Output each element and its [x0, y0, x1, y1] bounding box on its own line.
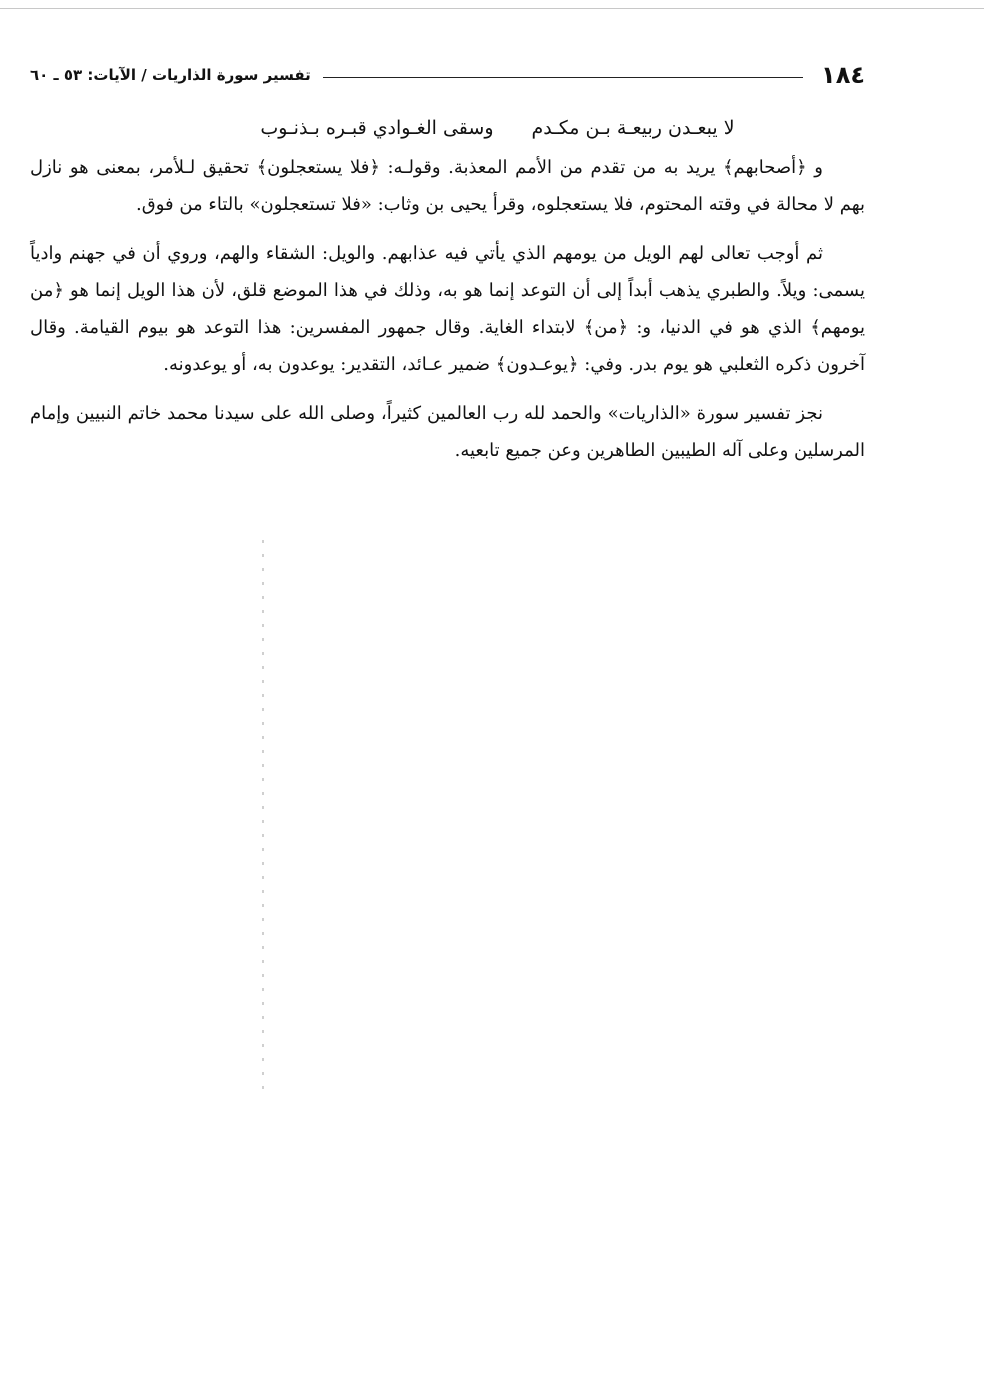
scan-artifact — [262, 540, 264, 1100]
scan-edge-line — [0, 8, 984, 9]
page-number: ١٨٤ — [821, 61, 865, 89]
document-page — [30, 55, 865, 469]
verse-hemistich-right: لا يبعـدن ربيعـة بـن مكـدم — [531, 117, 735, 139]
paragraph-3: نجز تفسير سورة «الذاريات» والحمد لله رب العالمين كثيراً، وصلى الله على سيدنا محمد خاتم النبيين وإمام المرسلين وعلى آله الطيبين الطاهرين وعن جميع تابعيه. — [30, 403, 865, 461]
paragraph-2: ثم أوجب تعالى لهم الويل من يومهم الذي يأتي فيه عذابهم. والويل: الشقاء والهم، وروي أن في جهنم وادياً يسمى: ويلاً. والطبري يذهب أبداً إلى أن التوعد إنما هو به، وذلك في هذا الموضع قلق، لأن هذا الويل إنما هو ﴿من يومهم﴾ الذي هو في الدنيا، و: ﴿من﴾ لابتداء الغاية. وقال جمهور المفسرين: هذا التوعد هو بيوم القيامة. وقال آخرون ذكره الثعلبي هو يوم بدر. وفي: ﴿يوعـدون﴾ ضمير عـائد، التقدير: يوعدون به، أو يوعدونه. — [30, 243, 865, 375]
page-header — [30, 55, 865, 95]
poetry-verse — [30, 117, 865, 139]
header-rule — [323, 77, 803, 78]
running-title: تفسير سورة الذاريات / الآيات: ٥٣ ـ ٦٠ — [30, 66, 311, 84]
verse-hemistich-left: وسقى الغـوادي قبـره بـذنـوب — [260, 117, 494, 139]
paragraph-1: و ﴿أصحابهم﴾ يريد به من تقدم من الأمم المعذبة. وقولـه: ﴿فلا يستعجلون﴾ تحقيق لـلأمر، بمعنى هو نازل بهم لا محالة في وقته المحتوم، فلا يستعجلوه، وقرأ يحيى بن وثاب: «فلا تستعجلون» بالتاء من فوق. — [30, 157, 865, 215]
